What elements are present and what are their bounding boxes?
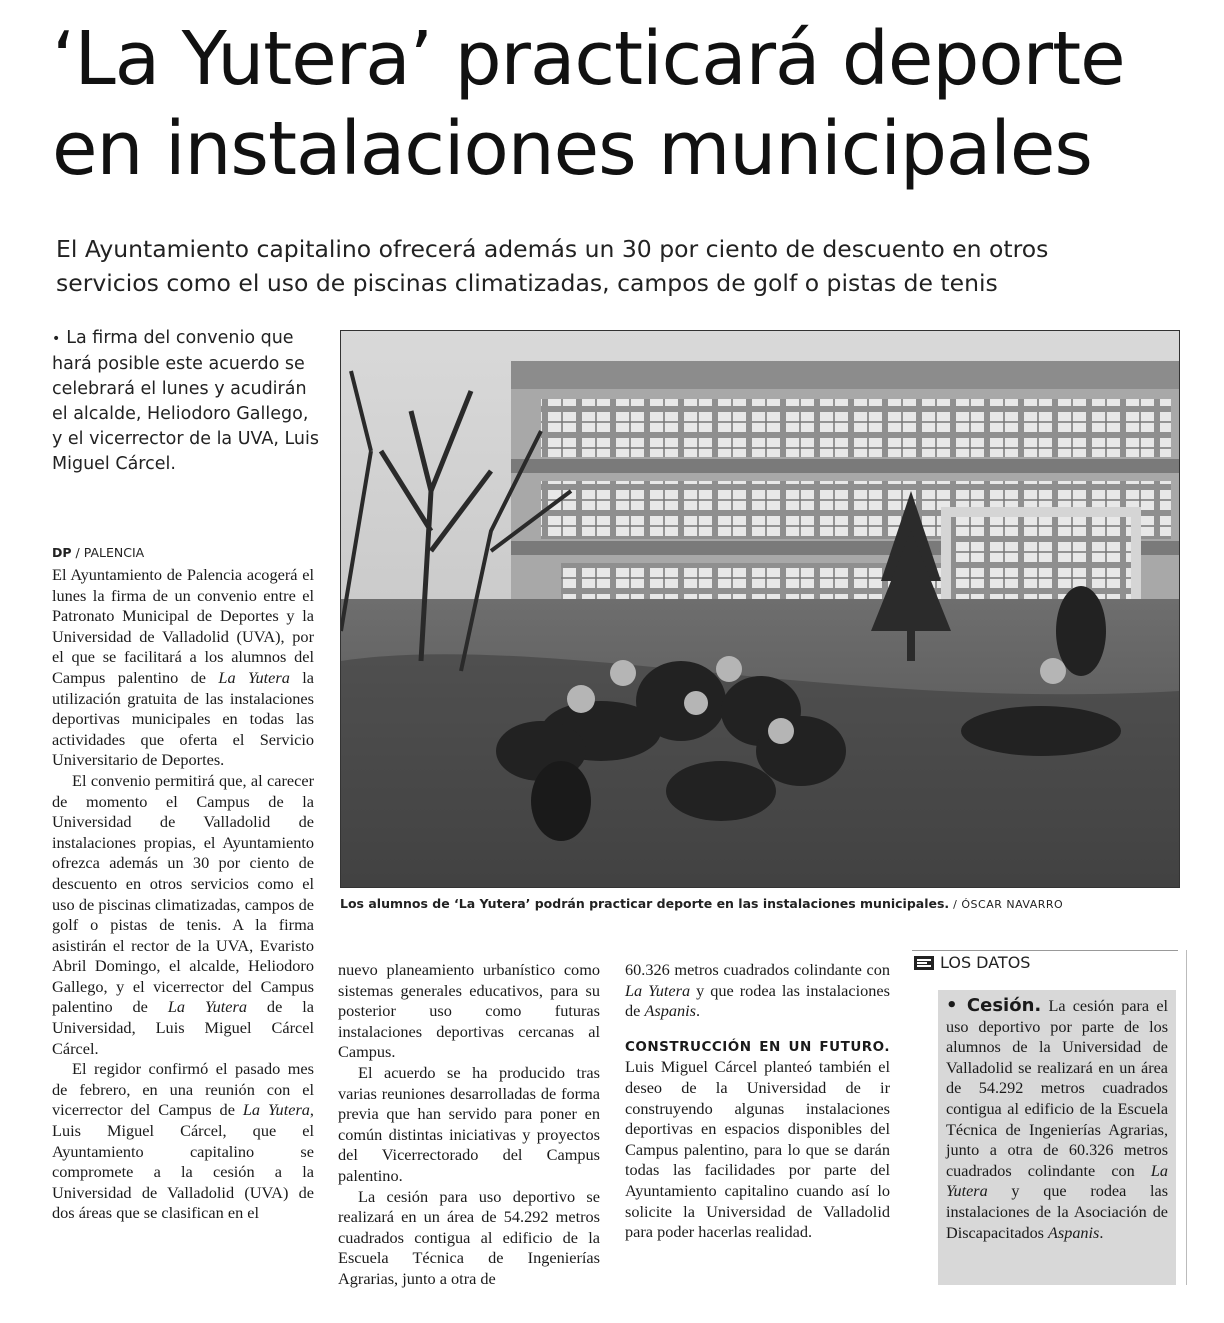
article-column-1 (52, 565, 314, 1224)
paragraph-5-em-2: Aspanis (644, 1001, 697, 1021)
headline-line-2: en instalaciones municipales (52, 106, 1092, 192)
paragraph-1-em: La Yutera (218, 667, 290, 687)
byline-separator: / (71, 545, 84, 560)
paragraph-5-text-c: 60.326 metros cuadrados colindante con (625, 960, 890, 979)
paragraph-2 (52, 771, 314, 1059)
datos-em-2: Aspanis (1048, 1223, 1100, 1242)
datos-heading-text: LOS DATOS (940, 953, 1031, 972)
paragraph-5-text-d: y que rodea las instalaciones de (625, 980, 890, 1021)
paragraph-6 (625, 1036, 890, 1243)
data-bars-icon (914, 956, 934, 970)
section-title: CONSTRUCCIÓN EN UN FUTURO. (625, 1038, 890, 1055)
photo-caption (340, 896, 1200, 911)
building (511, 361, 1179, 611)
summary-text: La firma del convenio que hará posible este acuerdo se celebrará el lunes y acudirán el alcalde, Heliodoro Gallego, y el vicerrector de la UVA, Luis Miguel Cárcel. (52, 328, 319, 474)
news-photo (340, 330, 1180, 888)
campus-photo-illustration (341, 331, 1179, 887)
caption-text: Los alumnos de ‘La Yutera’ podrán practicar deporte en las instalaciones municipales. (340, 896, 950, 911)
paragraph-2-text-b: de la Universidad, Luis Miguel Cárcel Cárcel. (52, 997, 315, 1058)
datos-lead: • Cesión. (946, 995, 1042, 1016)
paragraph-1-text-b: la utilización gratuita de las instalaciones deportivas municipales en todas las actividades que oferta el Servicio Universitario de Deportes. (52, 667, 314, 770)
summary (52, 326, 322, 477)
headline (52, 14, 1212, 194)
paragraph-4: El acuerdo se ha producido tras varias reuniones desarrolladas de forma previa que han servido para poner en común distintas iniciativas y proyectos del Vicerrectorado del Campus palentino. (338, 1062, 600, 1185)
backpack (531, 761, 591, 841)
datos-heading (914, 953, 1030, 972)
article-column-2 (338, 960, 600, 1290)
datos-text-b: y que rodea las instalaciones de la Asociación de Discapacitados (946, 1182, 1168, 1242)
paragraph-1-text-a: El Ayuntamiento de Palencia acogerá el lunes la firma de un convenio entre el Patronato Municipal de Deportes y la Universidad de Valladolid (UVA), por el que se facilitará a los alumnos del Campus palentino de (52, 565, 314, 687)
byline-location: PALENCIA (83, 545, 145, 560)
paragraph-3-text-b: , Luis Miguel Cárcel, que el Ayuntamiento capitalino se compromete a la cesión a la Universidad de Valladolid (UVA) de dos áreas que se clasifican en el (52, 1100, 314, 1223)
paragraph-1 (52, 565, 314, 771)
paragraph-2-text-a: El convenio permitirá que, al carecer de momento el Campus de la Universidad de Valladolid de instalaciones propias, el Ayuntamiento ofrezca además un 30 por ciento de descuento en otros servicios como el uso de piscinas climatizadas, campos de golf o pistas de tenis. A la firma asistirán el rector de la UVA, Evaristo Abril Domingo, el alcalde, Heliodoro Gallego, y el vicerrector del Campus palentino de (52, 770, 314, 1017)
paragraph-3-continued: nuevo planeamiento urbanístico como sistemas generales educativos, para su posterior uso como futuras instalaciones deportivas cercanas al Campus. (338, 960, 600, 1062)
paragraph-3-text-a: El regidor confirmó el pasado mes de febrero, en una reunión con el vicerrector del Campus de (52, 1059, 314, 1120)
summary-bullet: • (52, 331, 61, 347)
subheadline (56, 232, 1186, 300)
datos-text-a: La cesión para el uso deportivo por parte de los alumnos de la Universidad de Valladolid se realizará en un área de 54.292 metros cuadrados contigua al edificio de la Escuela Técnica de Ingenierías Agrarias, junto a otra de 60.326 metros cuadrados colindante con (946, 997, 1169, 1180)
byline (52, 545, 322, 560)
subheadline-line-1: El Ayuntamiento capitalino ofrecerá además un 30 por ciento de descuento en otros (56, 235, 1049, 263)
datos-top-rule (912, 950, 1178, 951)
paragraph-3 (52, 1059, 314, 1224)
datos-em-1: La Yutera (946, 1161, 1168, 1201)
datos-text-c: . (1099, 1223, 1104, 1242)
subheadline-line-2: servicios como el uso de piscinas climatizadas, campos de golf o pistas de tenis (56, 269, 998, 297)
byline-agency: DP (52, 545, 72, 560)
headline-line-1: ‘La Yutera’ practicará deporte (52, 16, 1125, 102)
datos-box (938, 990, 1176, 1285)
paragraph-3-em: La Yutera (242, 1100, 310, 1120)
paragraph-5: La cesión para uso deportivo se realizará en un área de 54.292 metros cuadrados contigua al edificio de la Escuela Técnica de Ingenierías Agrarias, junto a otra de (338, 1186, 600, 1288)
article-column-3 (625, 960, 890, 1243)
paragraph-5-em-1: La Yutera (625, 980, 691, 1000)
paragraph-2-em: La Yutera (167, 997, 247, 1017)
paragraph-5-continued (625, 960, 890, 1022)
photo-credit: / ÓSCAR NAVARRO (949, 898, 1064, 911)
paragraph-6-text: Luis Miguel Cárcel planteó también el deseo de la Universidad de ir construyendo algunas instalaciones deportivas en espacios disponibles del Campus palentino, para lo que se darán todas las facilidades por parte del Ayuntamiento capitalino cuando así lo solicite la Universidad de Valladolid para poder hacerlas realidad. (625, 1057, 890, 1242)
paragraph-5-text-e: . (696, 1001, 701, 1021)
datos-side-rule (1186, 950, 1187, 1285)
